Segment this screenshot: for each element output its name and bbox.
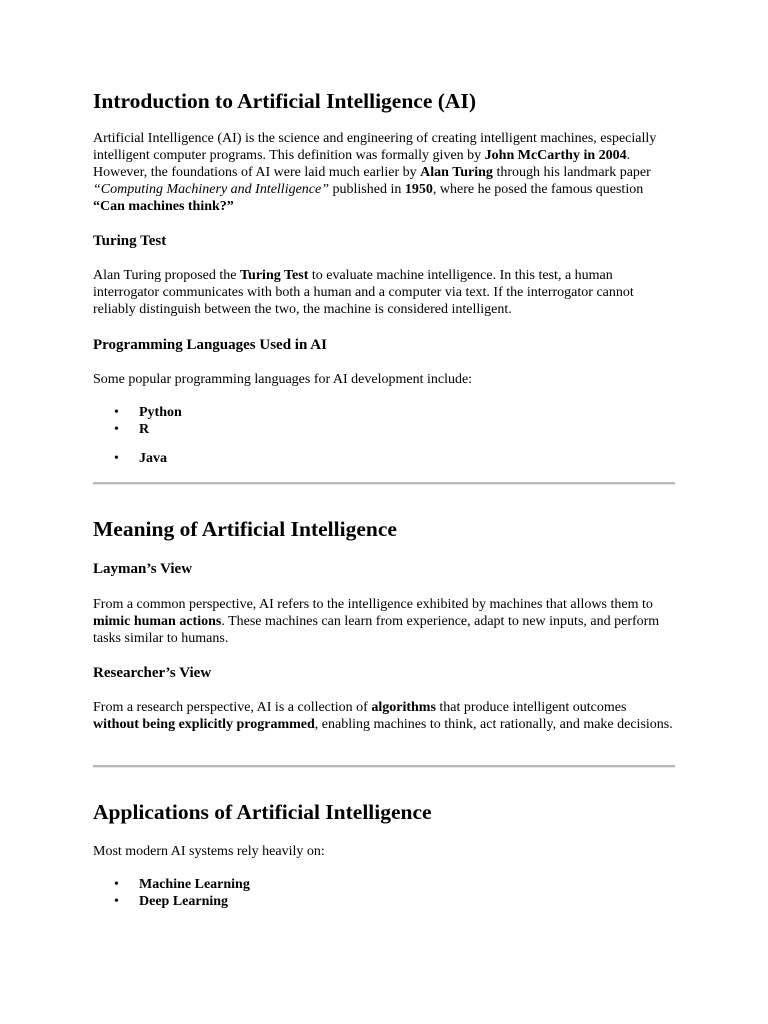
list-item-label: Deep Learning xyxy=(139,894,229,909)
bold-run: John McCarthy in 2004 xyxy=(484,148,627,163)
text-run: . These machines can learn from experience, adapt to new inputs, and perform tasks similar to humans. xyxy=(93,614,660,646)
bold-run: “Can machines think?” xyxy=(93,199,234,214)
bold-run: Turing Test xyxy=(240,268,309,283)
heading-programming-languages: Programming Languages Used in AI xyxy=(93,337,327,353)
text-run: From a research perspective, AI is a collection of xyxy=(93,700,372,715)
bold-run: without being explicitly programmed xyxy=(93,717,315,732)
bold-run: 1950 xyxy=(404,182,433,197)
list-item-label: Java xyxy=(139,451,167,466)
text-run: , enabling machines to think, act rationally, and make decisions. xyxy=(314,717,673,732)
text-run: to evaluate machine intelligence. In this test, a human interrogator communicates with both a human and a computer via text. If the interrogator cannot reliably distinguish between the two, the machine is considered intelligent. xyxy=(93,268,634,317)
list-item-label: R xyxy=(139,422,150,437)
paragraph-turing-test xyxy=(93,267,675,318)
bold-run: algorithms xyxy=(371,700,436,715)
bullet-icon: • xyxy=(114,877,119,892)
text-run: through his landmark paper xyxy=(492,165,651,180)
list-item-label: Machine Learning xyxy=(139,877,250,892)
text-run: Artificial Intelligence (AI) is the science and engineering of creating intelligent machines, especially intelligent computer programs. This definition was formally given by xyxy=(93,131,657,163)
section-divider xyxy=(93,765,675,768)
bold-run: Alan Turing xyxy=(420,165,493,180)
heading-researchers-view: Researcher’s View xyxy=(93,665,212,681)
paragraph-applications-intro: Most modern AI systems rely heavily on: xyxy=(93,844,325,859)
text-run: . However, the foundations of AI were laid much earlier by xyxy=(93,148,631,180)
section-title-introduction: Introduction to Artificial Intelligence (AI) xyxy=(93,89,476,113)
paragraph-researchers-view xyxy=(93,699,675,733)
heading-turing-test: Turing Test xyxy=(93,233,167,249)
bullet-icon: • xyxy=(114,894,119,909)
text-run: , where he posed the famous question xyxy=(432,182,644,197)
bullet-icon: • xyxy=(114,451,119,466)
paragraph-laymans-view xyxy=(93,596,675,647)
section-divider xyxy=(93,482,675,485)
text-run: Alan Turing proposed the xyxy=(93,268,240,283)
text-run: From a common perspective, AI refers to the intelligence exhibited by machines that allows them to xyxy=(93,597,653,612)
section-title-applications: Applications of Artificial Intelligence xyxy=(93,800,432,824)
text-run: published in xyxy=(329,182,405,197)
bullet-icon: • xyxy=(114,422,119,437)
list-item-label: Python xyxy=(139,405,182,420)
italic-run: “Computing Machinery and Intelligence” xyxy=(93,182,330,197)
section-title-meaning: Meaning of Artificial Intelligence xyxy=(93,517,397,541)
paragraph-ai-definition xyxy=(93,130,675,215)
text-run: that produce intelligent outcomes xyxy=(435,700,627,715)
bullet-icon: • xyxy=(114,405,119,420)
heading-laymans-view: Layman’s View xyxy=(93,561,193,577)
paragraph-languages-intro: Some popular programming languages for AI development include: xyxy=(93,372,473,387)
bold-run: mimic human actions xyxy=(93,614,222,629)
